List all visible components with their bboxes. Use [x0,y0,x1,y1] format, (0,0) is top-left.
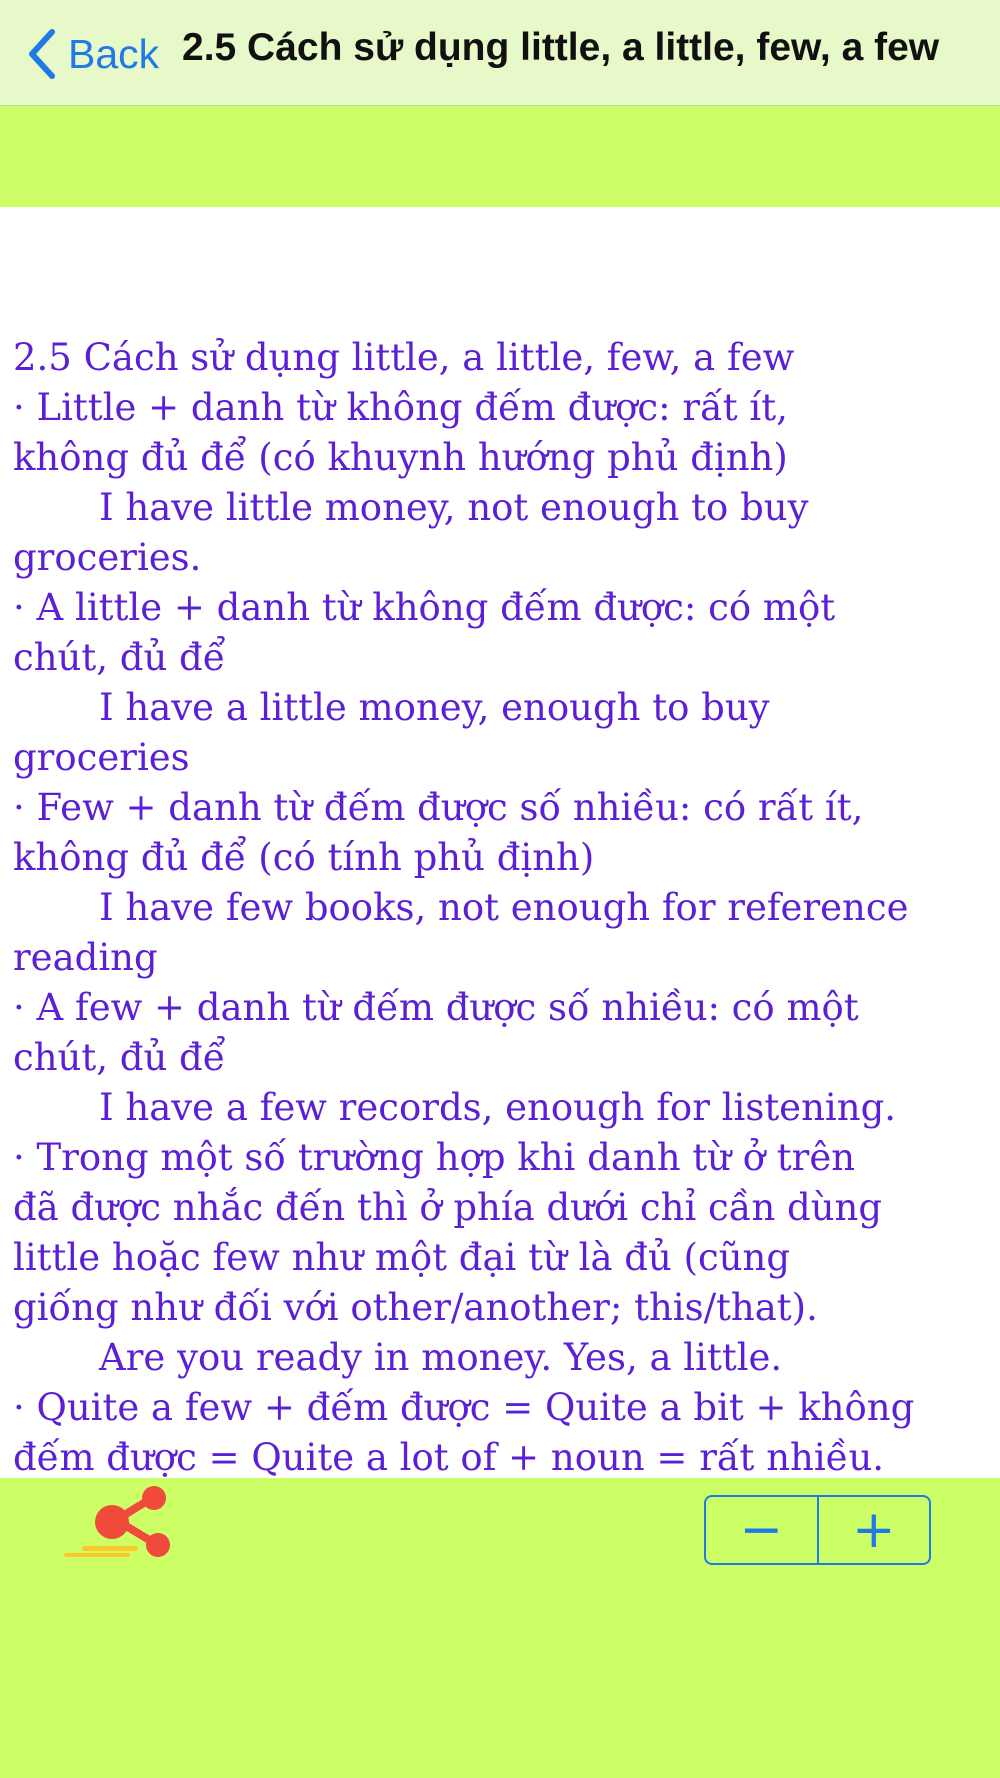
example-line: reading [13,936,158,979]
lesson-line: · A few + danh từ đếm được số nhiều: có một [13,986,859,1029]
back-button[interactable] [24,24,159,84]
lesson-content[interactable] [0,207,1000,1478]
lesson-line: chút, đủ để [13,636,226,679]
ad-banner-area [0,107,1000,207]
lesson-line: little hoặc few như một đại từ là đủ (cũng [13,1236,791,1279]
lesson-line: chút, đủ để [13,1036,226,1079]
example-line: I have a little money, enough to buy [99,686,770,729]
lesson-line: đếm được = Quite a lot of + noun = rất nhiều. [13,1436,885,1478]
lesson-line: giống như đối với other/another; this/that). [13,1286,818,1329]
lesson-line: · Quite a few + đếm được = Quite a bit + không [13,1386,915,1429]
lesson-heading: 2.5 Cách sử dụng little, a little, few, a few [13,336,795,379]
lesson-line: không đủ để (có khuynh hướng phủ định) [13,436,788,479]
share-icon [60,1484,176,1564]
chevron-left-icon [24,28,60,80]
lesson-line: đã được nhắc đến thì ở phía dưới chỉ cần dùng [13,1186,883,1229]
lesson-line: · Little + danh từ không đếm được: rất ít, [13,386,788,429]
lesson-line: · Trong một số trường hợp khi danh từ ở trên [13,1136,856,1179]
lesson-line: không đủ để (có tính phủ định) [13,836,595,879]
example-line: groceries. [13,536,202,579]
example-line: Are you ready in money. Yes, a little. [99,1336,783,1379]
share-button[interactable] [60,1484,176,1564]
example-line: I have a few records, enough for listening. [99,1086,897,1129]
back-button-label: Back [68,30,160,77]
font-size-stepper[interactable] [704,1495,931,1565]
example-line: I have few books, not enough for reference [99,886,909,929]
example-line: groceries [13,736,190,779]
page-title: 2.5 Cách sử dụng little, a little, few, a few [182,26,940,69]
example-line: I have little money, not enough to buy [99,486,809,529]
decrease-font-button[interactable]: − [739,1500,784,1560]
lesson-line: · Few + danh từ đếm được số nhiều: có rất ít, [13,786,864,829]
lesson-line: · A little + danh từ không đếm được: có một [13,586,836,629]
lesson-text [13,333,993,1478]
navigation-bar [0,0,1000,106]
increase-font-button[interactable]: + [851,1500,896,1560]
